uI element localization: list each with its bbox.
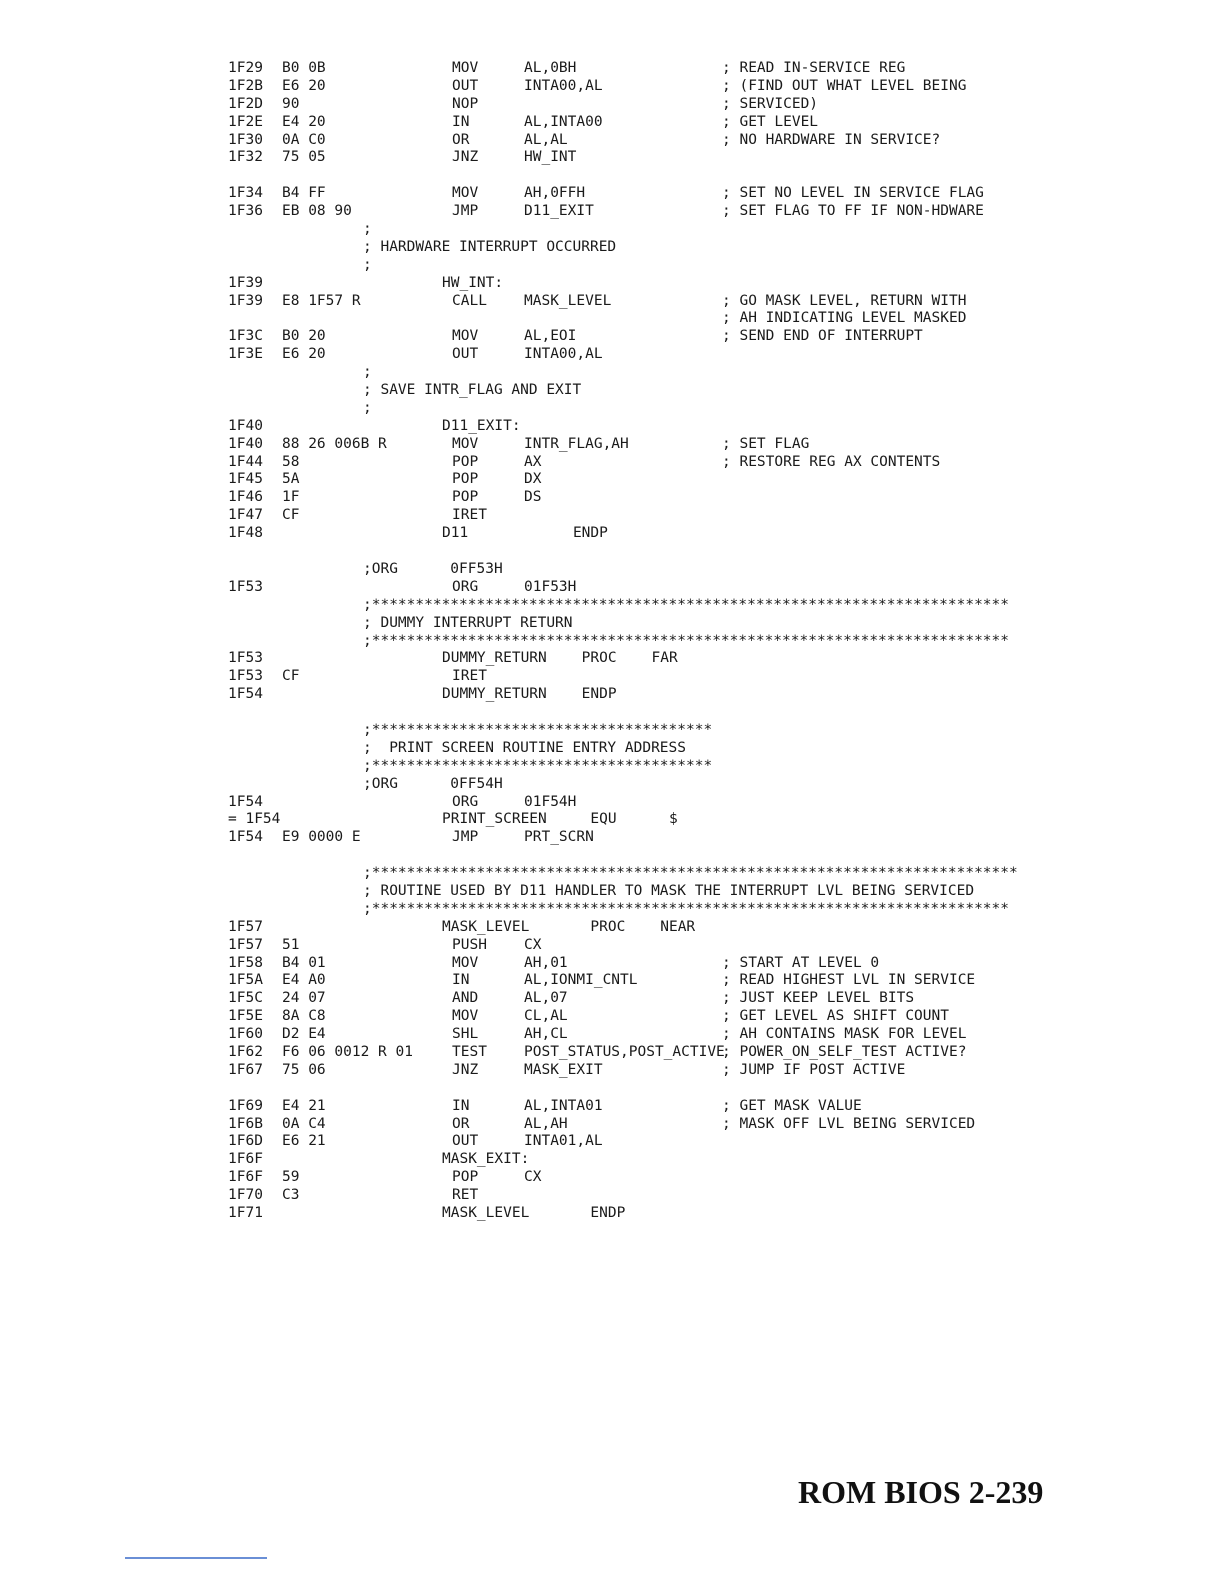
mnemonic: PUSH [452,936,487,953]
listing-line [228,668,1028,686]
object-code: B0 0B [282,60,326,76]
operands: AL,INTA01 [524,1097,603,1114]
listing-line [228,525,1028,543]
label: MASK_LEVEL PROC NEAR [442,918,696,935]
comment: ; SET NO LEVEL IN SERVICE FLAG [722,185,984,202]
listing-line [228,1044,1028,1062]
mnemonic: OUT [452,77,479,94]
object-code: 59 [282,1169,300,1186]
listing-line [228,114,1028,132]
mnemonic: OR [452,131,470,148]
address: 1F32 [228,149,263,166]
listing-line [228,132,1028,150]
comment: ; GET LEVEL [722,113,819,130]
object-code: CF [282,507,300,524]
operands: INTA00,AL [524,346,603,363]
listing-line [228,328,1028,346]
comment-block: ; [363,256,372,273]
mnemonic: SHL [452,1026,479,1043]
operands: MASK_LEVEL [524,292,612,309]
address: 1F2B [228,77,263,94]
object-code: 24 07 [282,990,326,1007]
address: 1F2E [228,113,263,130]
operands: AL,IONMI_CNTL [524,972,638,989]
object-code: E6 20 [282,346,326,363]
object-code: 51 [282,936,300,953]
object-code: 75 05 [282,149,326,166]
address: 1F54 [228,829,263,846]
object-code: 1F [282,489,300,506]
object-code: 75 06 [282,1061,326,1078]
comment: ; MASK OFF LVL BEING SERVICED [722,1115,976,1132]
address: 1F2D [228,95,263,112]
address: 1F40 [228,435,263,452]
listing-line [228,758,1028,776]
listing-line [228,489,1028,507]
listing-line [228,382,1028,400]
address: 1F69 [228,1097,263,1114]
address: 1F39 [228,292,263,309]
listing-line [228,919,1028,937]
listing-line [228,597,1028,615]
listing-line [228,1151,1028,1169]
comment: ; SET FLAG TO FF IF NON-HDWARE [722,203,984,220]
label: DUMMY_RETURN PROC FAR [442,650,678,667]
listing-line [228,829,1028,847]
operands: PRT_SCRN [524,829,594,846]
listing-line [228,221,1028,239]
operands: AH,01 [524,954,568,971]
mnemonic: POP [452,453,479,470]
comment: ; NO HARDWARE IN SERVICE? [722,131,941,148]
operands: AL,INTA00 [524,113,603,130]
listing-line [228,776,1028,794]
address: 1F48 [228,525,263,542]
comment-block: ; [363,364,372,381]
listing-line [228,346,1028,364]
listing-line [228,418,1028,436]
address: 1F57 [228,918,263,935]
comment-block: ;*************************************** [363,757,713,774]
comment-block: ; PRINT SCREEN ROUTINE ENTRY ADDRESS [363,739,687,756]
mnemonic: IN [452,972,470,989]
operands: 01F53H [524,578,577,595]
comment: ; START AT LEVEL 0 [722,954,880,971]
address: 1F40 [228,417,263,434]
comment: ; POWER_ON_SELF_TEST ACTIVE? [722,1043,967,1060]
operands: POST_STATUS,POST_ACTIVE [524,1043,725,1060]
listing-line [228,579,1028,597]
address: 1F6B [228,1115,263,1132]
operands: CX [524,1169,542,1186]
comment-block: ;************************************************************************* [363,632,1010,649]
mnemonic: CALL [452,292,487,309]
object-code: 8A C8 [282,1008,326,1025]
operands: D11_EXIT [524,203,594,220]
address: 1F58 [228,954,263,971]
mnemonic: ORG [452,578,479,595]
comment-block: ;************************************************************************* [363,900,1010,917]
object-code: C3 [282,1187,300,1204]
operands: INTA00,AL [524,77,603,94]
listing-line [228,937,1028,955]
comment-block: ; SAVE INTR_FLAG AND EXIT [363,382,582,399]
address: 1F54 [228,793,263,810]
mnemonic: POP [452,1169,479,1186]
listing-line [228,740,1028,758]
mnemonic: POP [452,489,479,506]
listing-line [228,865,1028,883]
listing-line [228,454,1028,472]
comment-block: ; DUMMY INTERRUPT RETURN [363,614,573,631]
mnemonic: JNZ [452,149,479,166]
address: 1F3E [228,346,263,363]
label: PRINT_SCREEN EQU $ [442,811,678,828]
address: 1F5C [228,990,263,1007]
operands: INTR_FLAG,AH [524,435,629,452]
mnemonic: TEST [452,1043,487,1060]
listing-line [228,203,1028,221]
comment: ; JUST KEEP LEVEL BITS [722,990,915,1007]
comment-block: ;ORG 0FF53H [363,560,503,577]
operands: MASK_EXIT [524,1061,603,1078]
object-code: 88 26 006B R [282,435,387,452]
operands: AL,AL [524,131,568,148]
operands: INTA01,AL [524,1133,603,1150]
listing-line [228,722,1028,740]
listing-line [228,847,1028,865]
comment-block: ; [363,399,372,416]
address: 1F36 [228,203,263,220]
comment-block: ; HARDWARE INTERRUPT OCCURRED [363,238,617,255]
listing-line [228,704,1028,722]
address: 1F57 [228,936,263,953]
operands: CL,AL [524,1008,568,1025]
listing-line [228,955,1028,973]
listing-line [228,1026,1028,1044]
mnemonic: NOP [452,95,479,112]
comment: ; (FIND OUT WHAT LEVEL BEING [722,77,967,94]
operands: AH,0FFH [524,185,586,202]
listing-line [228,972,1028,990]
operands: AX [524,453,542,470]
operands: AH,CL [524,1026,568,1043]
object-code: 5A [282,471,300,488]
comment: ; READ HIGHEST LVL IN SERVICE [722,972,976,989]
address: 1F6F [228,1151,263,1168]
object-code: EB 08 90 [282,203,352,220]
address: 1F47 [228,507,263,524]
operands: AL,EOI [524,328,577,345]
object-code: E9 0000 E [282,829,361,846]
mnemonic: MOV [452,60,479,76]
address: 1F53 [228,650,263,667]
address: 1F53 [228,668,263,685]
address: 1F62 [228,1043,263,1060]
listing-line [228,471,1028,489]
listing-line [228,1008,1028,1026]
object-code: 0A C4 [282,1115,326,1132]
listing-line [228,633,1028,651]
assembly-listing [228,60,1028,1223]
mnemonic: OR [452,1115,470,1132]
address: 1F5E [228,1008,263,1025]
address: 1F39 [228,274,263,291]
address: 1F6D [228,1133,263,1150]
operands: 01F54H [524,793,577,810]
comment-block: ;************************************************************************** [363,865,1018,882]
object-code: 90 [282,95,300,112]
mnemonic: MOV [452,185,479,202]
listing-line [228,794,1028,812]
address: 1F3C [228,328,263,345]
operands: AL,07 [524,990,568,1007]
operands: CX [524,936,542,953]
listing-line [228,507,1028,525]
operands: DX [524,471,542,488]
address: 1F5A [228,972,263,989]
listing-line [228,686,1028,704]
address: 1F6F [228,1169,263,1186]
address: 1F44 [228,453,263,470]
address: 1F53 [228,578,263,595]
mnemonic: JNZ [452,1061,479,1078]
mnemonic: IN [452,113,470,130]
listing-line [228,1187,1028,1205]
listing-line [228,1169,1028,1187]
object-code: D2 E4 [282,1026,326,1043]
listing-line [228,1133,1028,1151]
listing-line [228,275,1028,293]
bottom-rule [125,1557,267,1559]
mnemonic: OUT [452,1133,479,1150]
object-code: 0A C0 [282,131,326,148]
listing-line [228,1205,1028,1223]
listing-line [228,60,1028,78]
address: 1F45 [228,471,263,488]
mnemonic: POP [452,471,479,488]
comment: ; AH CONTAINS MASK FOR LEVEL [722,1026,967,1043]
listing-line [228,543,1028,561]
listing-line [228,561,1028,579]
listing-line [228,650,1028,668]
object-code: E4 21 [282,1097,326,1114]
listing-line [228,96,1028,114]
listing-line [228,167,1028,185]
listing-line [228,1080,1028,1098]
object-code: E4 A0 [282,972,326,989]
mnemonic: ORG [452,793,479,810]
label: D11_EXIT: [442,417,521,434]
listing-line [228,1098,1028,1116]
label: D11 ENDP [442,525,608,542]
address: 1F34 [228,185,263,202]
listing-line [228,811,1028,829]
listing-line [228,239,1028,257]
listing-line [228,149,1028,167]
address: 1F60 [228,1026,263,1043]
object-code: E6 20 [282,77,326,94]
mnemonic: MOV [452,954,479,971]
mnemonic: IRET [452,668,487,685]
address: 1F54 [228,686,263,703]
object-code: CF [282,668,300,685]
object-code: E4 20 [282,113,326,130]
comment-block: ;*************************************** [363,721,713,738]
address: 1F70 [228,1187,263,1204]
mnemonic: MOV [452,1008,479,1025]
mnemonic: JMP [452,829,479,846]
comment: ; READ IN-SERVICE REG [722,60,906,76]
comment: ; GET MASK VALUE [722,1097,862,1114]
operands: DS [524,489,542,506]
comment: ; RESTORE REG AX CONTENTS [722,453,941,470]
mnemonic: RET [452,1187,479,1204]
address: 1F30 [228,131,263,148]
listing-line [228,436,1028,454]
address: 1F67 [228,1061,263,1078]
label: MASK_EXIT: [442,1151,530,1168]
listing-line [228,883,1028,901]
label: DUMMY_RETURN ENDP [442,686,617,703]
label: HW_INT: [442,274,504,291]
mnemonic: JMP [452,203,479,220]
listing-line [228,1062,1028,1080]
address: 1F29 [228,60,263,76]
object-code: 58 [282,453,300,470]
comment: ; JUMP IF POST ACTIVE [722,1061,906,1078]
object-code: E6 21 [282,1133,326,1150]
listing-line [228,901,1028,919]
listing-line [228,615,1028,633]
object-code: E8 1F57 R [282,292,361,309]
comment-block: ;************************************************************************* [363,596,1010,613]
mnemonic: IRET [452,507,487,524]
object-code: B4 01 [282,954,326,971]
listing-line [228,990,1028,1008]
mnemonic: MOV [452,435,479,452]
operands: HW_INT [524,149,577,166]
listing-line [228,364,1028,382]
object-code: B0 20 [282,328,326,345]
listing-line [228,1116,1028,1134]
operands: AL,AH [524,1115,568,1132]
object-code: B4 FF [282,185,326,202]
listing-line [228,78,1028,96]
comment-block: ; ROUTINE USED BY D11 HANDLER TO MASK THE INTERRUPT LVL BEING SERVICED [363,882,975,899]
mnemonic: OUT [452,346,479,363]
comment: ; SET FLAG [722,435,810,452]
mnemonic: IN [452,1097,470,1114]
comment: ; SERVICED) [722,95,819,112]
page-footer: ROM BIOS 2-239 [798,1474,1044,1510]
comment: ; AH INDICATING LEVEL MASKED [722,310,967,327]
operands: AL,0BH [524,60,577,76]
comment: ; GO MASK LEVEL, RETURN WITH [722,292,967,309]
comment: ; GET LEVEL AS SHIFT COUNT [722,1008,949,1025]
listing-line [228,400,1028,418]
listing-line [228,185,1028,203]
address: = 1F54 [228,811,281,828]
address: 1F46 [228,489,263,506]
comment-block: ; [363,221,372,238]
listing-line [228,310,1028,328]
listing-line [228,257,1028,275]
mnemonic: AND [452,990,479,1007]
listing-line [228,293,1028,311]
address: 1F71 [228,1205,263,1221]
comment-block: ;ORG 0FF54H [363,775,503,792]
mnemonic: MOV [452,328,479,345]
object-code: F6 06 0012 R 01 [282,1043,413,1060]
label: MASK_LEVEL ENDP [442,1205,626,1221]
comment: ; SEND END OF INTERRUPT [722,328,923,345]
